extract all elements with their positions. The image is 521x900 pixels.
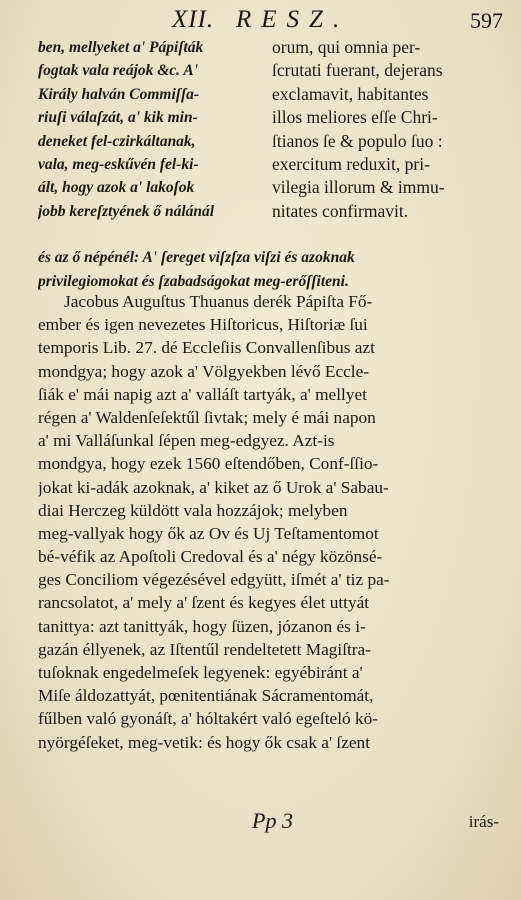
italic-summary — [38, 246, 504, 294]
page-number: 597 — [470, 8, 503, 33]
body-line: tanittya: azt tanittyák, hogy ſüzen, józanon és i- — [38, 616, 366, 636]
body-line: meg-vallyak hogy ők az Ov és Uj Teſtamentomot — [38, 523, 379, 543]
page-footer — [38, 808, 507, 838]
body-line: tuſoknak engedelmeſek legyenek: egyébiránt a' — [38, 663, 363, 682]
catchword: irás- — [468, 812, 499, 831]
left-column-line: ált, hogy azok a' lakoſok — [38, 179, 195, 197]
two-column-section — [38, 36, 500, 252]
body-line: bé-véfik az Apoſtoli Credoval és a' négy közönsé- — [38, 547, 383, 567]
left-column-line: Király halván Commiſſa- — [38, 85, 200, 103]
body-line: gazán éllyenek, az Iſtentűl rendeltetett Magiſtra- — [38, 639, 371, 659]
body-line: rancsolatot, a' mely a' ſzent és kegyes élet uttyát — [38, 593, 370, 613]
body-paragraph — [38, 290, 504, 754]
body-line: fűlben való gyonáſt, a' hóltakért való egeſteló kö- — [38, 709, 378, 729]
right-column-line: vilegia illorum & immu- — [272, 177, 445, 198]
left-column-line: jobb kereſztyének ő nálánál — [38, 202, 215, 220]
italic-summary-line: privilegiomokat és ſzabadságokat meg-erőſſiteni. — [38, 273, 349, 290]
body-line: mondgya, hogy ezek 1560 eſtendőben, Conf-ſſio- — [38, 454, 379, 474]
body-line: nyörgéſeket, meg-vetik: és hogy ők csak a' ſzent — [38, 732, 370, 752]
body-line: diai Herczeg küldött vala hozzájok; melyben — [38, 500, 348, 520]
left-column-line: deneket fel-czirkáltanak, — [38, 132, 196, 150]
right-column-line: illos meliores eſſe Chri- — [272, 107, 438, 128]
body-line: ſiák e' mái napig azt a' valláſt tartyák, a' mellyet — [38, 384, 367, 404]
header-chapter: XII. — [172, 6, 215, 33]
body-line: Miſe áldozattyát, pœnitentiának Sácramentomát, — [38, 686, 374, 706]
latin-column — [272, 36, 500, 223]
right-column-line: exercitum reduxit, pri- — [272, 153, 430, 174]
right-column-line: exclamavit, habitantes — [272, 83, 429, 104]
body-line: Jacobus Auguſtus Thuanus derék Pápiſta Fő- — [64, 292, 373, 311]
hungarian-column — [38, 36, 270, 223]
right-column-line: nitates confirmavit. — [272, 200, 409, 221]
body-line: a' mi Valláſunkal ſépen meg-edgyez. Azt-is — [38, 431, 335, 451]
left-column-line: vala, meg-eskűvén fel-ki- — [38, 155, 199, 173]
right-column-line: ſcrutati fuerant, dejerans — [272, 60, 443, 81]
body-line: temporis Lib. 27. dé Eccleſiis Convallenſibus azt — [38, 338, 375, 358]
left-column-line: fogtak vala reájok &c. A' — [38, 62, 199, 80]
body-line: ges Conciliom végezésével edgyütt, iſmét a' tiz pa- — [38, 570, 390, 590]
signature-mark: Pp 3 — [252, 808, 293, 833]
right-column-line: orum, qui omnia per- — [272, 37, 421, 57]
left-column-line: riuſi válaſzát, a' kik min- — [38, 109, 198, 127]
left-column-line: ben, mellyeket a' Pápiſták — [38, 39, 204, 56]
body-line: jokat ki-adák azoknak, a' kiket az ő Urok a' Sabau- — [38, 477, 389, 497]
header-title: RESZ. — [236, 6, 350, 33]
running-header — [38, 4, 507, 34]
body-line: mondgya; hogy azok a' Völgyekben lévő Eccle- — [38, 361, 370, 381]
body-line: ember és igen nevezetes Hiſtoricus, Hiſtoriæ ſui — [38, 315, 368, 335]
body-line: régen a' Waldenſeſektűl ſivtak; mely é mái napon — [38, 407, 376, 427]
right-column-line: ſtianos ſe & populo ſuo : — [272, 130, 443, 151]
italic-summary-line: és az ő népénél: A' ſereget viſzſza viſzi és azoknak — [38, 249, 355, 266]
